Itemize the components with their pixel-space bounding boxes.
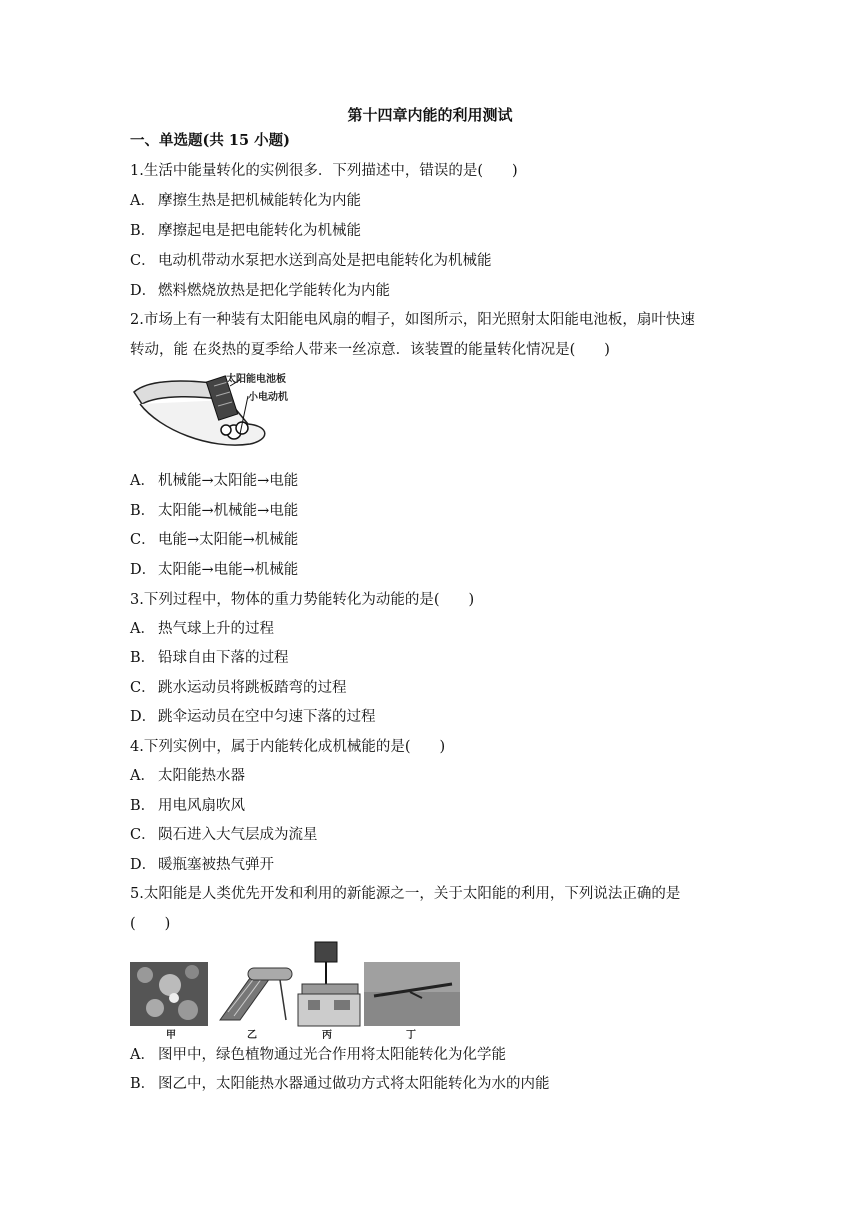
option-text: 铅球自由下落的过程: [158, 650, 289, 666]
option-letter: C．: [130, 680, 156, 696]
option-text: 太阳能→电能→机械能: [158, 562, 299, 578]
solar-energy-figures: [130, 940, 465, 1040]
option-letter: B．: [130, 650, 156, 666]
question-5-stem-line-2: ( ): [130, 916, 171, 932]
option-text: 摩擦起电是把电能转化为机械能: [158, 223, 361, 239]
option-letter: C．: [130, 827, 156, 843]
section-heading: 一、单选题(共 15 小题): [130, 132, 290, 149]
question-4-option-d: [130, 854, 274, 876]
option-text: 电能→太阳能→机械能: [158, 532, 299, 548]
option-text: 图乙中，太阳能热水器通过做功方式将太阳能转化为水的内能: [158, 1076, 550, 1092]
option-text: 跳伞运动员在空中匀速下落的过程: [158, 709, 376, 725]
question-1-option-b: [130, 220, 361, 242]
question-2-option-a: [130, 470, 298, 492]
option-letter: A．: [130, 193, 155, 209]
option-text: 暖瓶塞被热气弹开: [158, 857, 274, 873]
option-text: 摩擦生热是把机械能转化为内能: [158, 193, 361, 209]
figure-plant-leaves: [130, 962, 208, 1041]
option-text: 跳水运动员将跳板踏弯的过程: [158, 680, 347, 696]
question-5-option-b: [130, 1073, 550, 1095]
figure-solar-device: [298, 942, 360, 1041]
figure-label-motor: 小电动机: [248, 392, 288, 403]
question-4-option-a: [130, 765, 245, 787]
option-letter: B．: [130, 503, 156, 519]
option-text: 热气球上升的过程: [158, 621, 274, 637]
option-letter: A．: [130, 473, 155, 489]
question-5-option-a: [130, 1044, 506, 1066]
question-2-option-d: [130, 559, 298, 581]
option-text: 太阳能热水器: [158, 768, 245, 784]
question-4-option-b: [130, 795, 245, 817]
figure-label-solar-panel: 太阳能电池板: [226, 374, 286, 385]
page-title: 第十四章内能的利用测试: [347, 106, 513, 124]
question-1-option-c: [130, 250, 492, 272]
option-letter: C．: [130, 253, 156, 269]
option-text: 陨石进入大气层成为流星: [158, 827, 318, 843]
figure-caption-jia: 甲: [166, 1030, 176, 1041]
figure-caption-yi: 乙: [247, 1030, 257, 1041]
option-text: 太阳能→机械能→电能: [158, 503, 299, 519]
question-5-stem-line-1: 5.太阳能是人类优先开发和利用的新能源之一，关于太阳能的利用，下列说法正确的是: [130, 886, 681, 902]
question-3-option-d: [130, 706, 376, 728]
option-text: 机械能→太阳能→电能: [158, 473, 299, 489]
question-3-option-c: [130, 677, 347, 699]
question-3-option-b: [130, 647, 289, 669]
question-1-option-d: [130, 280, 390, 302]
figure-solar-water-heater: [215, 962, 295, 1041]
figure-caption-bing: 丙: [322, 1030, 332, 1041]
option-text: 图甲中，绿色植物通过光合作用将太阳能转化为化学能: [158, 1047, 506, 1063]
option-letter: A．: [130, 1047, 155, 1063]
question-1-stem: 1.生活中能量转化的实例很多．下列描述中，错误的是( ): [130, 163, 518, 179]
option-letter: A．: [130, 768, 155, 784]
solar-fan-hat-figure: [130, 370, 288, 460]
question-2-stem-line-1: 2.市场上有一种装有太阳能电风扇的帽子，如图所示，阳光照射太阳能电池板，扇叶快速: [130, 312, 695, 328]
question-1-option-a: [130, 190, 361, 212]
question-3-stem: 3.下列过程中，物体的重力势能转化为动能的是( ): [130, 592, 475, 608]
option-letter: B．: [130, 1076, 156, 1092]
question-3-option-a: [130, 618, 274, 640]
question-2-option-c: [130, 529, 298, 551]
option-letter: D．: [130, 562, 157, 578]
question-2-stem-line-2: 转动，能 在炎热的夏季给人带来一丝凉意．该装置的能量转化情况是( ): [130, 342, 610, 358]
option-letter: B．: [130, 798, 156, 814]
option-letter: D．: [130, 709, 157, 725]
figure-solar-plane: [364, 962, 460, 1041]
figure-caption-ding: 丁: [406, 1030, 416, 1041]
option-text: 电动机带动水泵把水送到高处是把电能转化为机械能: [158, 253, 492, 269]
option-letter: D．: [130, 857, 157, 873]
option-text: 用电风扇吹风: [158, 798, 245, 814]
question-4-stem: 4.下列实例中，属于内能转化成机械能的是( ): [130, 739, 446, 755]
question-2-option-b: [130, 500, 298, 522]
option-letter: C．: [130, 532, 156, 548]
option-letter: D．: [130, 283, 157, 299]
option-letter: A．: [130, 621, 155, 637]
option-letter: B．: [130, 223, 156, 239]
question-4-option-c: [130, 824, 318, 846]
option-text: 燃料燃烧放热是把化学能转化为内能: [158, 283, 390, 299]
